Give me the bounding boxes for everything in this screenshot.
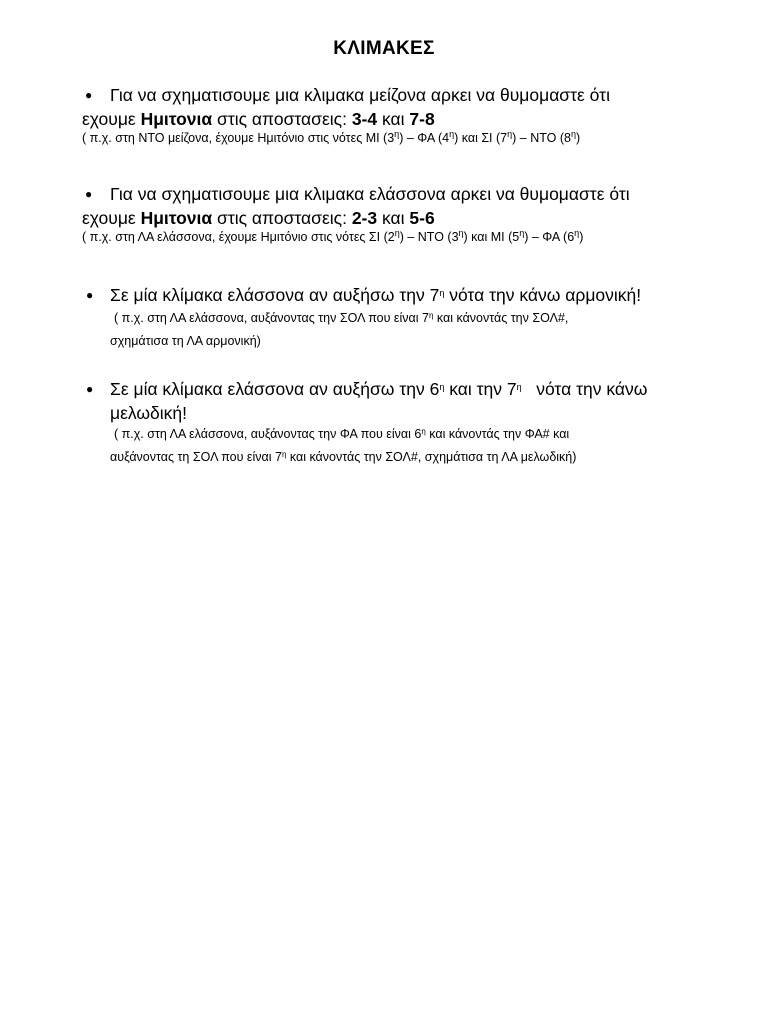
major-scale-section	[82, 83, 722, 147]
melodic-example-line2: αυξάνοντας τη ΣΟΛ που είναι $7^\eta$ και κάνοντάς την ΣΟΛ#, σχημάτισα τη ΛΑ μελωδική)	[110, 450, 577, 464]
page-title: ΚΛΙΜΑΚΕΣ	[333, 38, 435, 59]
minor-interval-1: 2-3	[351, 208, 378, 228]
harmonic-example-line1: ( π.χ. στη ΛΑ ελάσσονα, αυξάνοντας την ΣΟΛ που είναι $7^\eta$ και κάνοντάς την ΣΟΛ#,	[114, 311, 569, 325]
minor-rule-line1: Για να σχηματισουμε μια κλιμακα ελάσσονα αρκει να θυμομαστε ότι	[110, 184, 630, 204]
harmonic-example-line2: σχημάτισα τη ΛΑ αρμονική)	[110, 334, 261, 348]
melodic-rule-line2: μελωδική!	[110, 403, 188, 423]
minor-rule-line2: εχουμε Ημιτονια στις αποστασεις: 2-3 και 5-6	[82, 208, 435, 228]
melodic-minor-section	[86, 377, 726, 469]
major-interval-2: 7-8	[409, 109, 435, 129]
minor-interval-2: 5-6	[409, 208, 435, 228]
bullet-icon: ●	[86, 382, 94, 396]
semitones-keyword: Ημιτονια	[140, 208, 213, 228]
bullet-icon: ●	[85, 187, 93, 201]
bullet-icon: ●	[86, 288, 94, 302]
semitones-keyword: Ημιτονια	[140, 109, 213, 129]
major-rule-line2: εχουμε Ημιτονια στις αποστασεις: 3-4 και 7-8	[82, 109, 435, 129]
minor-scale-section	[82, 182, 722, 246]
minor-example: ( π.χ. στη ΛΑ ελάσσονα, έχουμε Ημιτόνιο στις νότες ΣΙ $(2^\eta)$ – ΝΤΟ $(3^\eta)$ και ΜΙ $(5^\eta)$ – ΦΑ $(6^\eta)$	[82, 228, 584, 244]
melodic-rule-line1: Σε μία κλίμακα ελάσσονα αν αυξήσω την $6^\eta$ και την $7^\eta$ νότα την κάνω	[110, 379, 648, 399]
bullet-icon: ●	[85, 88, 93, 102]
major-example: ( π.χ. στη ΝΤΟ μείζονα, έχουμε Ημιτόνιο στις νότες ΜΙ $(3^\eta)$ – ΦΑ $(4^\eta)$ και ΣΙ $(7^\eta)$ – ΝΤΟ $(8^\eta)$	[82, 129, 581, 145]
harmonic-minor-section	[86, 283, 726, 353]
major-rule-line1: Για να σχηματισουμε μια κλιμακα μείζονα αρκει να θυμομαστε ότι	[110, 85, 610, 105]
major-interval-1: 3-4	[351, 109, 378, 129]
melodic-example-line1: ( π.χ. στη ΛΑ ελάσσονα, αυξάνοντας την ΦΑ που είναι $6^\eta$ και κάνοντάς την ΦΑ# και	[114, 427, 570, 441]
harmonic-rule-line: Σε μία κλίμακα ελάσσονα αν αυξήσω την $7^\eta$ νότα την κάνω αρμονική!	[110, 285, 642, 305]
